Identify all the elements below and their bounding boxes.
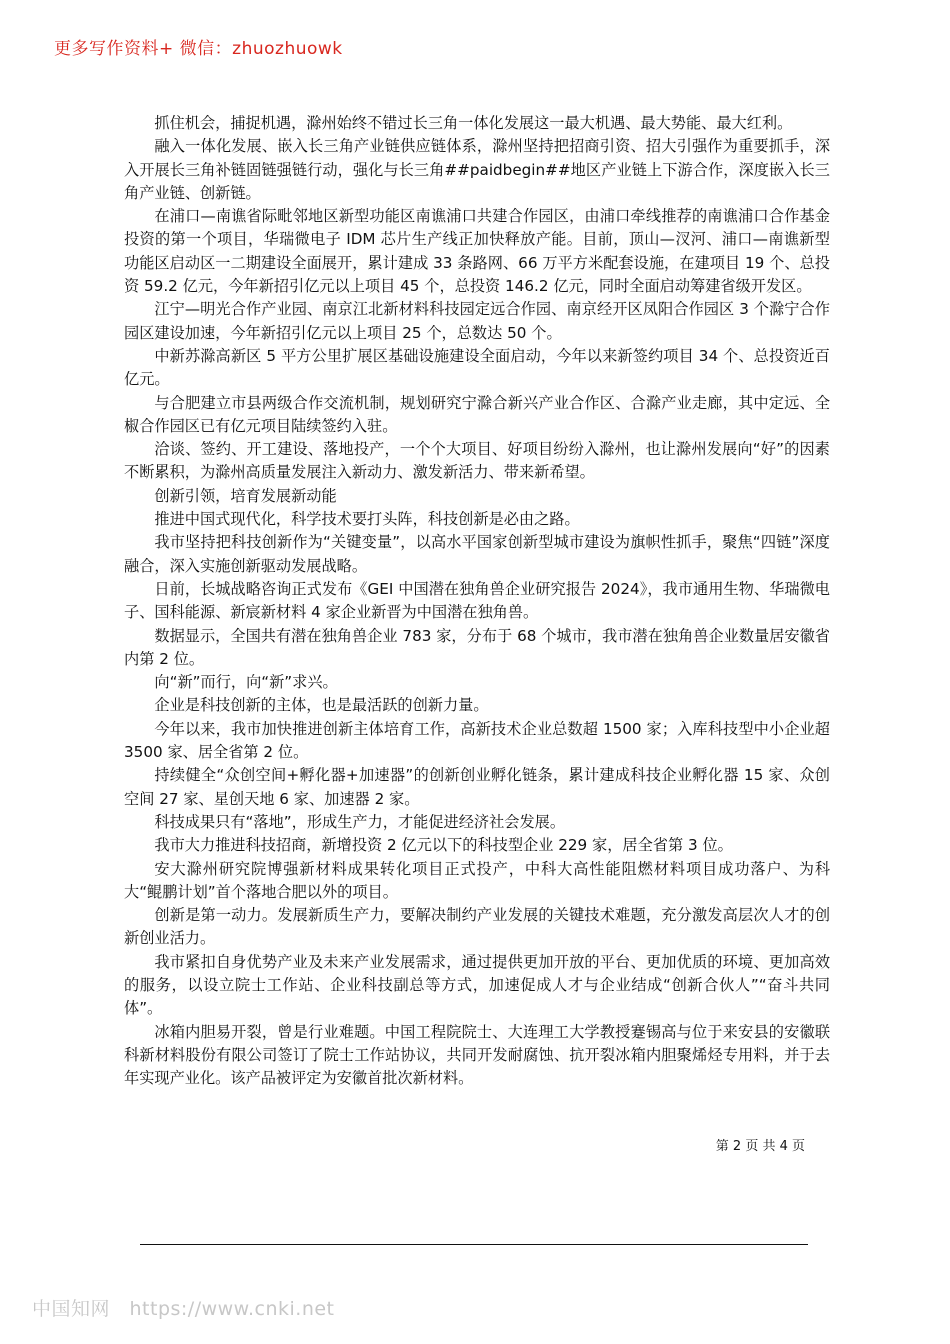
- paragraph: 我市大力推进科技招商，新增投资 2 亿元以下的科技型企业 229 家，居全省第 3 位。: [154, 836, 733, 855]
- paragraph: 向“新”而行，向“新”求兴。: [154, 673, 338, 692]
- paragraph: 在浦口—南谯省际毗邻地区新型功能区南谯浦口共建合作园区，由浦口牵线推荐的南谯浦口合作基金投资的第一个项目，华瑞微电子 IDM 芯片生产线正加快释放产能。目前，顶山—汊河、浦口—南谯新型功能区启动区一二期建设全面展开，累计建成 33 条路网、66 万平方米配套设施，在建项目 19 个、总投资 59.2 亿元，今年新招引亿元以上项目 45 个，总投资 146.2 亿元，同时全面启动筹建省级开发区。: [124, 207, 830, 296]
- paragraph: 江宁—明光合作产业园、南京江北新材料科技园定远合作园、南京经开区凤阳合作园区 3 个滁宁合作园区建设加速，今年新招引亿元以上项目 25 个，总数达 50 个。: [124, 300, 830, 342]
- paragraph: 洽谈、签约、开工建设、落地投产，一个个大项目、好项目纷纷入滁州，也让滁州发展向“好”的因素不断累积，为滁州高质量发展注入新动力、激发新活力、带来新希望。: [124, 440, 830, 482]
- paragraph: 中新苏滁高新区 5 平方公里扩展区基础设施建设全面启动，今年以来新签约项目 34 个、总投资近百亿元。: [124, 346, 830, 389]
- paragraph: 企业是科技创新的主体，也是最活跃的创新力量。: [154, 696, 489, 715]
- footer-divider: [140, 1244, 808, 1245]
- article-body: [124, 112, 830, 1090]
- paragraph: 日前，长城战略咨询正式发布《GEI 中国潜在独角兽企业研究报告 2024》，我市通用生物、华瑞微电子、国科能源、新宸新材料 4 家企业新晋为中国潜在独角兽。: [124, 579, 830, 622]
- paragraph: 我市坚持把科技创新作为“关键变量”，以高水平国家创新型城市建设为旗帜性抓手，聚焦“四链”深度融合，深入实施创新驱动发展战略。: [124, 533, 830, 575]
- paragraph: 抓住机会，捕捉机遇，滁州始终不错过长三角一体化发展这一最大机遇、最大势能、最大红利。: [154, 114, 793, 132]
- paragraph: 推进中国式现代化，科学技术要打头阵，科技创新是必由之路。: [154, 510, 580, 529]
- paragraph: 安大滁州研究院博强新材料成果转化项目正式投产，中科大高性能阻燃材料项目成功落户、为科大“鲲鹏计划”首个落地合肥以外的项目。: [124, 859, 830, 901]
- paragraph: 融入一体化发展、嵌入长三角产业链供应链体系，滁州坚持把招商引资、招大引强作为重要抓手，深入开展长三角补链固链强链行动，强化与长三角##paidbegin##地区产业链上下游合作，深度嵌入长三角产业链、创新链。: [124, 137, 830, 202]
- paragraph: 冰箱内胆易开裂，曾是行业难题。中国工程院院士、大连理工大学教授蹇锡高与位于来安县的安徽联科新材料股份有限公司签订了院士工作站协议，共同开发耐腐蚀、抗开裂冰箱内胆聚烯烃专用料，并于去年实现产业化。该产品被评定为安徽首批次新材料。: [124, 1022, 830, 1088]
- cnki-watermark: 中国知网 https://www.cnki.net: [32, 1298, 335, 1320]
- paragraph: 今年以来，我市加快推进创新主体培育工作，高新技术企业总数超 1500 家；入库科技型中小企业超 3500 家、居全省第 2 位。: [124, 719, 830, 762]
- paragraph: 科技成果只有“落地”，形成生产力，才能促进经济社会发展。: [154, 812, 566, 831]
- paragraph: 与合肥建立市县两级合作交流机制，规划研究宁滁合新兴产业合作区、合滁产业走廊，其中定远、全椒合作园区已有亿元项目陆续签约入驻。: [124, 393, 830, 435]
- paragraph: 持续健全“众创空间+孵化器+加速器”的创新创业孵化链条，累计建成科技企业孵化器 15 家、众创空间 27 家、星创天地 6 家、加速器 2 家。: [124, 766, 830, 808]
- paragraph: 我市紧扣自身优势产业及未来产业发展需求，通过提供更加开放的平台、更加优质的环境、更加高效的服务，以设立院士工作站、企业科技副总等方式，加速促成人才与企业结成“创新合伙人”“奋斗共同体”。: [124, 952, 830, 1018]
- paragraph: 创新是第一动力。发展新质生产力，要解决制约产业发展的关键技术难题，充分激发高层次人才的创新创业活力。: [124, 906, 830, 948]
- page-number: 第 2 页 共 4 页: [715, 1139, 805, 1154]
- section-heading: 创新引领，培育发展新动能: [154, 486, 337, 505]
- header-promo-link[interactable]: 更多写作资料+ 微信：zhuozhuowk: [54, 39, 343, 59]
- paragraph: 数据显示，全国共有潜在独角兽企业 783 家，分布于 68 个城市，我市潜在独角兽企业数量居安徽省内第 2 位。: [124, 626, 830, 668]
